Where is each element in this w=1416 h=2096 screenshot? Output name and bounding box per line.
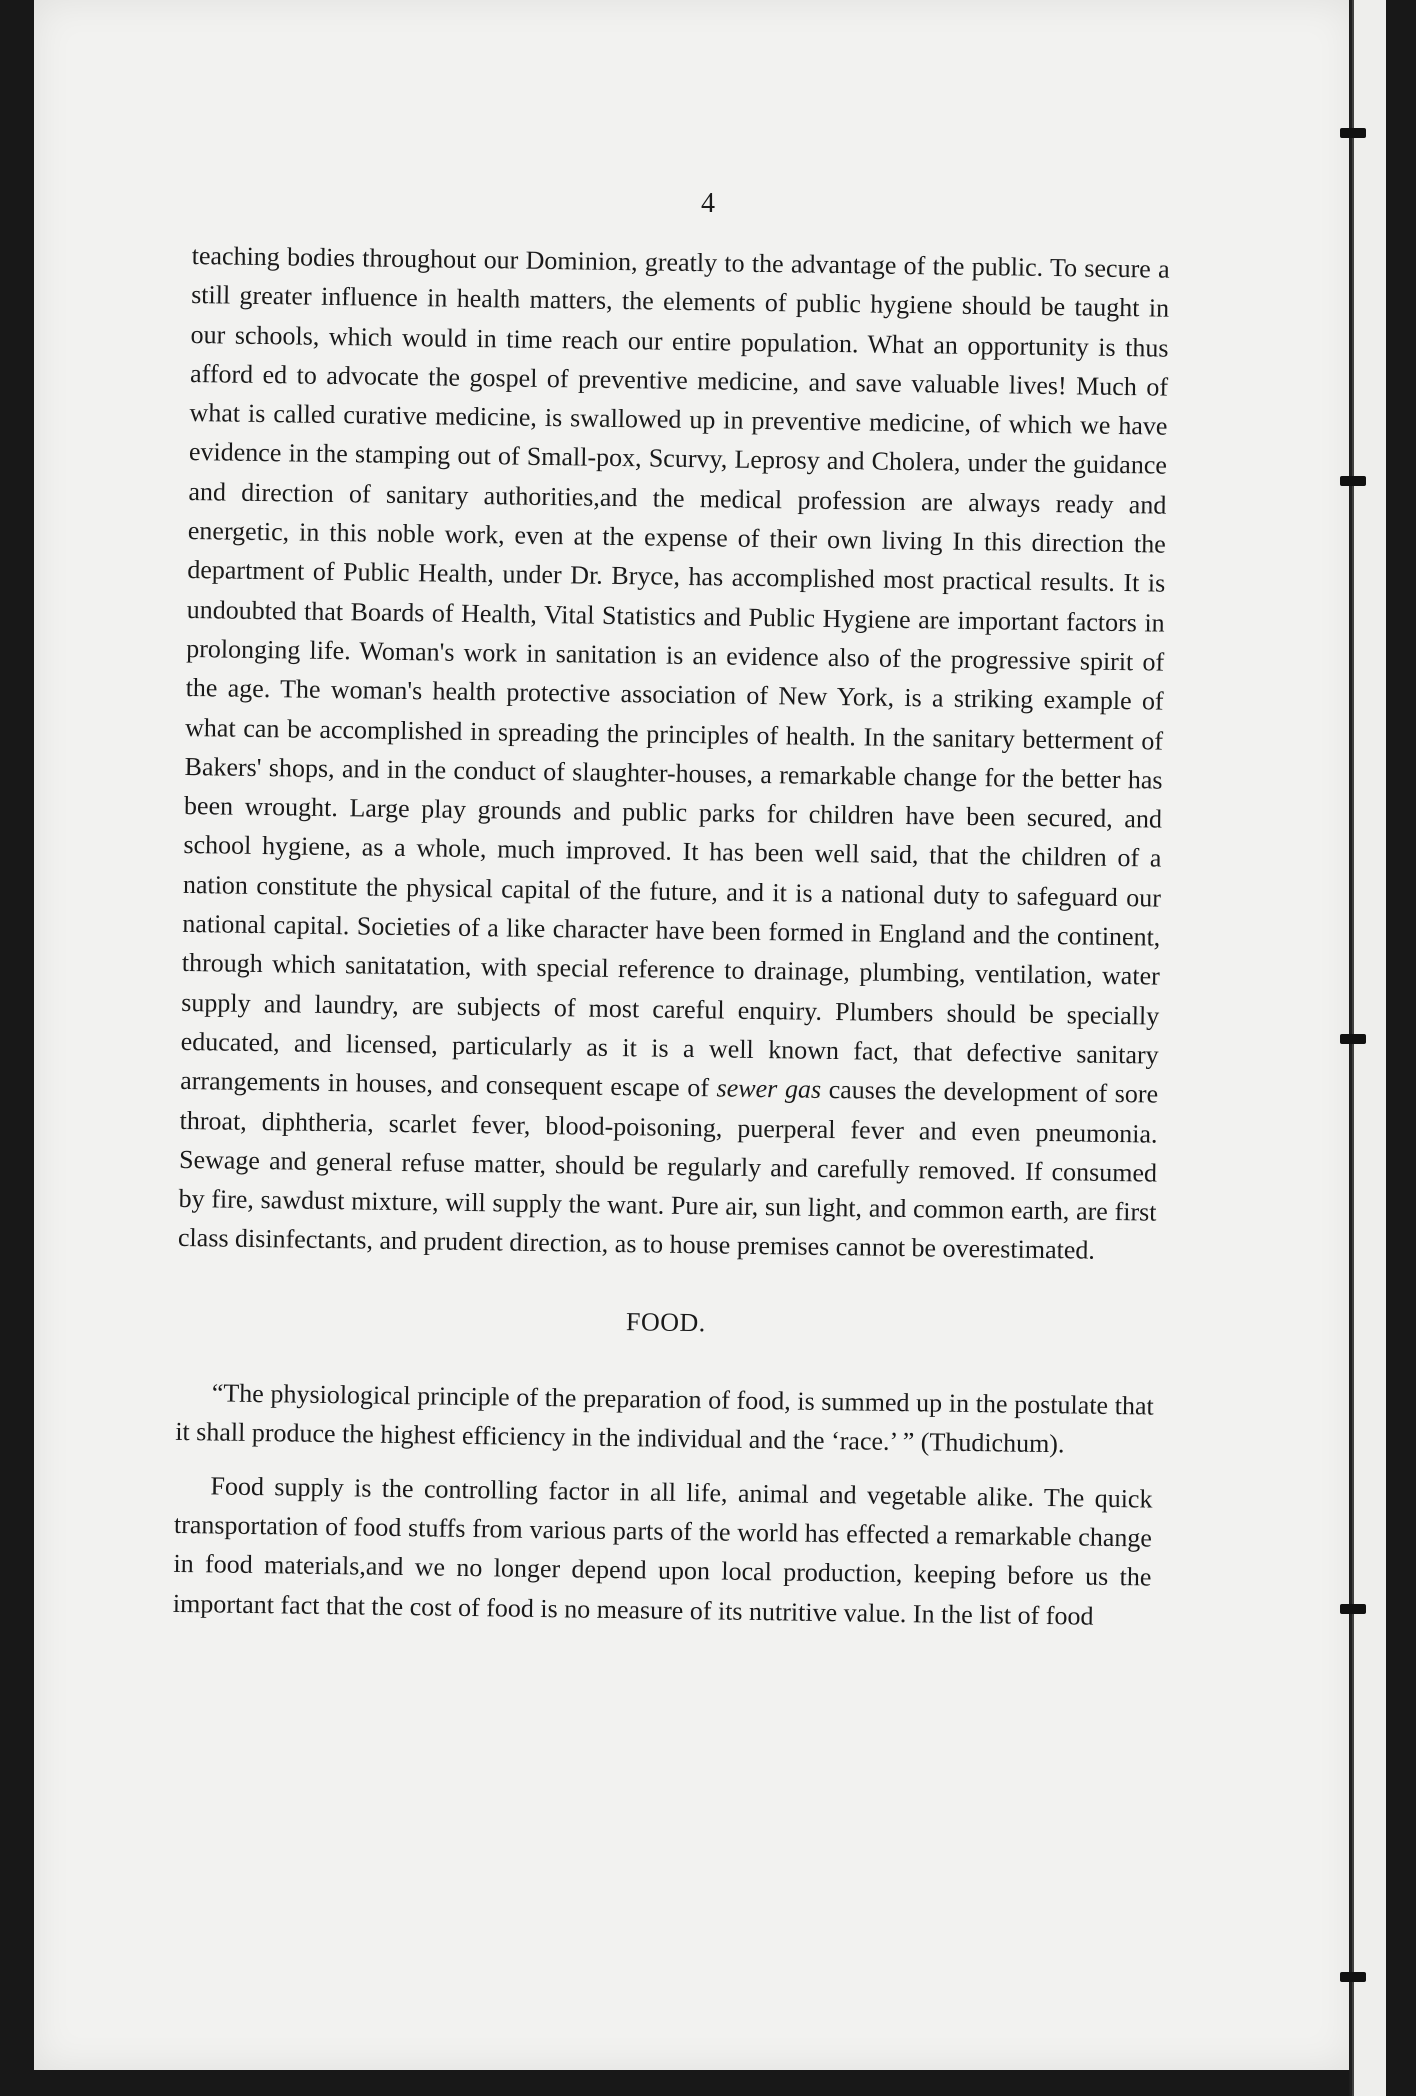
page-content xyxy=(173,236,1170,1636)
italic-term: sewer gas xyxy=(716,1073,822,1105)
page-edge xyxy=(1349,0,1386,2096)
binding-line xyxy=(1350,0,1354,2096)
section-heading: FOOD. xyxy=(625,1306,706,1337)
binding-stitch xyxy=(1340,128,1366,138)
body-paragraph xyxy=(178,236,1170,1271)
body-text: teaching bodies throughout our Dominion, greatly to the advantage of the public. To secure a still greater influence in health matters, the elements of public hygiene should be taught in our schools, which would in time reach our entire population. What an opportunity is thus afford ed to advocate the gospel of preventive medicine, and save valuable lives! Much of what is called curative medicine, is swallowed up in preventive medicine, of which we have evidence in the stamping out of Small-pox, Scurvy, Leprosy and Cholera, under the guidance and direction of sanitary authorities,and the medical profession are always ready and energetic, in this noble work, even at the expense of their own living In this direction the department of Public Health, under Dr. Bryce, has accomplished most practical results. It is undoubted that Boards of Health, Vital Statistics and Public Hygiene are important factors in prolonging life. Woman's work in sanitation is an evidence also of the progressive spirit of the age. The woman's health protective association of New York, is a striking example of what can be accomplished in spreading the principles of health. In the sanitary betterment of Bakers' shops, and in the conduct of slaughter-houses, a remarkable change for the better has been wrought. Large play grounds and public parks for children have been secured, and school hygiene, as a whole, much improved. It has been well said, that the children of a nation constitute the physical capital of the future, and it is a national duty to safeguard our national capital. Societies of a like character have been formed in England and the continent, through which sanitatation, with special reference to drainage, plumbing, ventilation, water supply and laundry, are subjects of most careful enquiry. Plumbers should be specially educated, and licensed, particularly as it is a well known fact, that defective sanitary arrangements in houses, and consequent escape of xyxy=(180,240,1170,1103)
binding-stitch xyxy=(1340,1972,1366,1982)
binding-stitch xyxy=(1340,476,1366,486)
page-number: 4 xyxy=(701,188,715,219)
body-text: causes the development of sore throat, diphtheria, scarlet fever, blood-poisoning, puerperal fever and even pneumonia. Sewage and general refuse matter, should be regularly and carefully removed. If consumed by fire, sawdust mixture, will supply the want. Pure air, sun light, and common earth, are first class disinfectants, and prudent direction, as to house premises cannot be overestimated. xyxy=(177,1075,1159,1266)
body-paragraph: Food supply is the controlling factor in all life, animal and vegetable alike. The quick transportation of food stuffs from various parts of the world has effected a remarkable change in food materials,and we no longer depend upon local production, keeping before us the important fact that the cost of food is no measure of its nutritive value. In the list of food xyxy=(172,1470,1153,1631)
quote-paragraph: “The physiological principle of the preparation of food, is summed up in the postulate that it shall produce the highest efficiency in the individual and the ‘race.’ ” (Thudichum). xyxy=(175,1378,1154,1459)
binding-stitch xyxy=(1340,1034,1366,1044)
binding-stitch xyxy=(1340,1604,1366,1614)
